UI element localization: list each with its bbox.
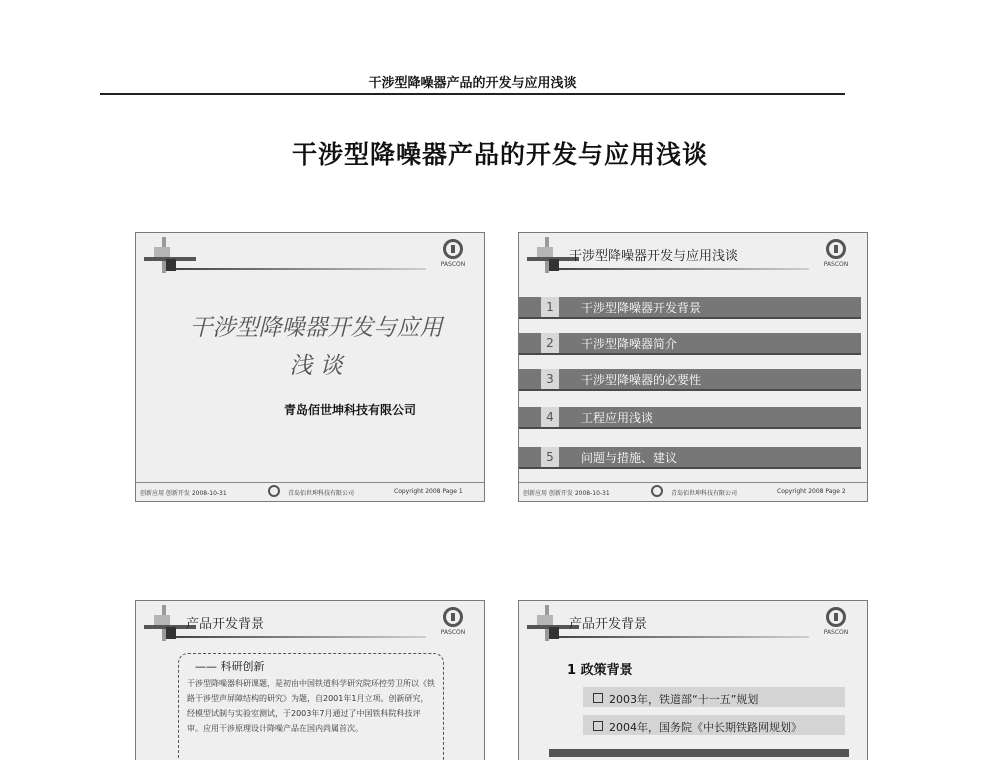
corner-decoration: [166, 627, 176, 639]
toc-label: 干涉型降噪器简介: [581, 337, 678, 351]
content-subheading: —— 科研创新: [195, 660, 265, 673]
toc-item: [519, 369, 861, 391]
footer-page: Copyright 2008 Page 2: [777, 488, 846, 495]
slide-title-line-2: 浅 谈: [289, 353, 343, 379]
footer-logo-icon: [651, 485, 663, 497]
document-title: 干涉型降噪器产品的开发与应用浅谈: [291, 140, 708, 169]
corner-decoration: [549, 259, 559, 271]
pascon-logo: [436, 607, 470, 636]
header-line: [559, 636, 809, 638]
slide-thumbnail-3: [135, 600, 485, 760]
toc-number: 2: [541, 333, 559, 353]
footer-date: 创新应用 创新开发 2008-10-31: [140, 490, 227, 497]
corner-decoration: [166, 259, 176, 271]
bullet-item: [593, 691, 758, 707]
header-line: [559, 268, 809, 270]
footer-company: 青岛佰世坤科技有限公司: [288, 490, 355, 497]
pascon-logo-icon: [826, 239, 846, 259]
checkbox-bullet-icon: [593, 693, 603, 703]
slide-header: 产品开发背景: [186, 617, 265, 632]
toc-number: 4: [541, 407, 559, 427]
toc-label: 干涉型降噪器的必要性: [581, 373, 702, 387]
slide-thumbnail-4: [518, 600, 868, 760]
header-line: [176, 636, 426, 638]
toc-item: [519, 407, 861, 429]
slide-title-line-1: 干涉型降噪器开发与应用: [189, 315, 443, 341]
slide-thumbnail-2: [518, 232, 868, 502]
brand-label: PASCON: [823, 261, 849, 268]
brand-label: PASCON: [440, 261, 466, 268]
content-paragraph: 干涉型降噪器科研课题，是初由中国铁道科学研究院环控劳卫所以《铁路干涉型声屏障结构的研究》为题，自2001年1月立项。创新研究，经模型试制与实验室测试，于2003年7月通过了中国铁科院科技评审。应用干涉原理设计降噪产品在国内尚属首次。: [187, 679, 435, 733]
toc-number: 3: [541, 369, 559, 389]
corner-decoration: [549, 627, 559, 639]
toc-number: 1: [541, 297, 559, 317]
pascon-logo: [819, 607, 853, 636]
slide-footer: [136, 482, 484, 501]
footer-logo-icon: [268, 485, 280, 497]
brand-label: PASCON: [440, 629, 466, 636]
brand-label: PASCON: [823, 629, 849, 636]
toc-label: 干涉型降噪器开发背景: [581, 301, 702, 315]
toc-item: [519, 297, 861, 319]
section-heading: 1 政策背景: [567, 663, 633, 678]
slide-header: 干涉型降噪器开发与应用浅谈: [569, 249, 739, 264]
header-line: [176, 268, 426, 270]
slide-footer: [519, 482, 867, 501]
header-rule: [100, 93, 845, 95]
running-head: 干涉型降噪器产品的开发与应用浅谈: [368, 76, 577, 91]
toc-item: [519, 447, 861, 469]
company-name: 青岛佰世坤科技有限公司: [284, 403, 417, 417]
pascon-logo-icon: [443, 607, 463, 627]
bottom-bar: [549, 749, 849, 757]
slide-header: 产品开发背景: [569, 617, 648, 632]
pascon-logo-icon: [826, 607, 846, 627]
slide-title: [176, 309, 456, 385]
pascon-logo: [819, 239, 853, 268]
footer-date: 创新应用 创新开发 2008-10-31: [523, 490, 610, 497]
bullet-text: 2003年，铁道部“十一五”规划: [609, 693, 759, 706]
toc-label: 问题与措施、建议: [581, 451, 678, 465]
footer-page: Copyright 2008 Page 1: [394, 488, 463, 495]
content-box: [178, 653, 444, 760]
bullet-item: [593, 719, 802, 735]
pascon-logo-icon: [443, 239, 463, 259]
pascon-logo: [436, 239, 470, 268]
toc-number: 5: [541, 447, 559, 467]
toc-item: [519, 333, 861, 355]
toc-label: 工程应用浅谈: [581, 411, 654, 425]
checkbox-bullet-icon: [593, 721, 603, 731]
slide-thumbnail-1: [135, 232, 485, 502]
bullet-text: 2004年，国务院《中长期铁路网规划》: [609, 721, 802, 734]
footer-company: 青岛佰世坤科技有限公司: [671, 490, 738, 497]
